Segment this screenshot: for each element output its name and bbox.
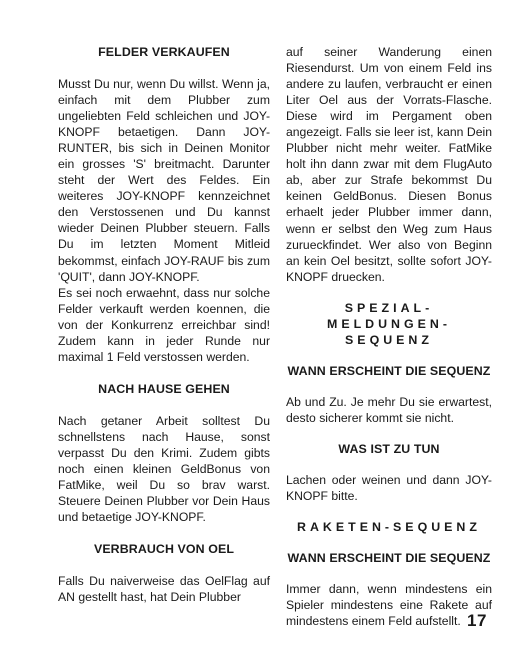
page-number: 17 — [467, 611, 487, 630]
paragraph-oel-continued: auf seiner Wanderung einen Riesendurst. Um von einem Feld ins andere zu laufen, verbraucht er einen Liter Oel aus der Vorrats-Flasche. Diese wird im Pergament oben angezeigt. Falls sie leer ist, kann Dein Plubber nicht mehr weiter. FatMike holt ihn dann zwar mit dem FlugAuto ab, aber zur Strafe bekommst Du keinen GeldBonus. Diesen Bonus erhaelt jeder Plubber immer dann, wenn er selbst den Weg zum Haus zurueckfindet. Wer also von Beginn an kein Oel besitzt, sollte sofort JOY-KNOPF druecken. — [286, 45, 492, 284]
subheading-wann-erscheint-spezial: WANN ERSCHEINT DIE SEQUENZ — [287, 363, 491, 378]
heading-verbrauch-von-oel: VERBRAUCH VON OEL — [93, 542, 235, 557]
paragraph-wann-erscheint-raketen: Immer dann, wenn mindestens ein Spieler mindestens eine Rakete auf mindestens einem Feld aufstellt. — [286, 581, 492, 628]
paragraph-was-ist-zu-tun: Lachen oder weinen und dann JOY-KNOPF bitte. — [286, 472, 492, 503]
paragraph-felder-verkaufen-1: Musst Du nur, wenn Du willst. Wenn ja, einfach mit dem Plubber zum ungeliebten Feld schleichen und JOY-KNOPF betaetigen. Dann JOY-RUNTER, bis sich in Deinen Monitor ein grosses 'S' breitmacht. Darunter steht der Wert des Feldes. Ein weiteres JOY-KNOPF kennzeichnet den Verstossenen und Du kannst wieder Deinen Plubber steuern. Falls Du im letzten Moment Mitleid bekommst, einfach JOY-RAUF bis zum 'QUIT', dann JOY-KNOPF. — [58, 77, 270, 284]
left-column — [58, 44, 270, 605]
subheading-was-ist-zu-tun: WAS IST ZU TUN — [338, 441, 440, 456]
heading-felder-verkaufen: FELDER VERKAUFEN — [98, 45, 230, 59]
paragraph-verbrauch-von-oel: Falls Du naiverweise das OelFlag auf AN gestellt hast, hat Dein Plubber — [58, 574, 270, 605]
heading-spezial-meldungen-line1: SPEZIAL-MELDUNGEN- — [327, 300, 451, 331]
subheading-wann-erscheint-raketen: WANN ERSCHEINT DIE SEQUENZ — [287, 550, 491, 565]
heading-raketen-sequenz: RAKETEN-SEQUENZ — [297, 519, 481, 534]
heading-nach-hause-gehen: NACH HAUSE GEHEN — [98, 381, 230, 396]
paragraph-felder-verkaufen-2: Es sei noch erwaehnt, dass nur solche Felder verkauft werden koennen, die von der Konkurrenz erreichbar sind! Zudem kann in jeder Runde nur maximal 1 Feld verstossen werden. — [58, 285, 270, 364]
heading-spezial-meldungen-line2: SEQUENZ — [345, 332, 433, 347]
right-column — [286, 44, 492, 629]
paragraph-nach-hause-gehen: Nach getaner Arbeit solltest Du schnellstens nach Hause, sonst verpasst Du den Krimi. Zudem gibts noch einen kleinen GeldBonus von FatMike, weil Du so brav warst. Steuere Deinen Plubber vor Dein Haus und betaetige JOY-KNOPF. — [58, 413, 270, 525]
paragraph-wann-erscheint-spezial: Ab und Zu. Je mehr Du sie erwartest, desto sicherer kommt sie nicht. — [286, 394, 492, 425]
